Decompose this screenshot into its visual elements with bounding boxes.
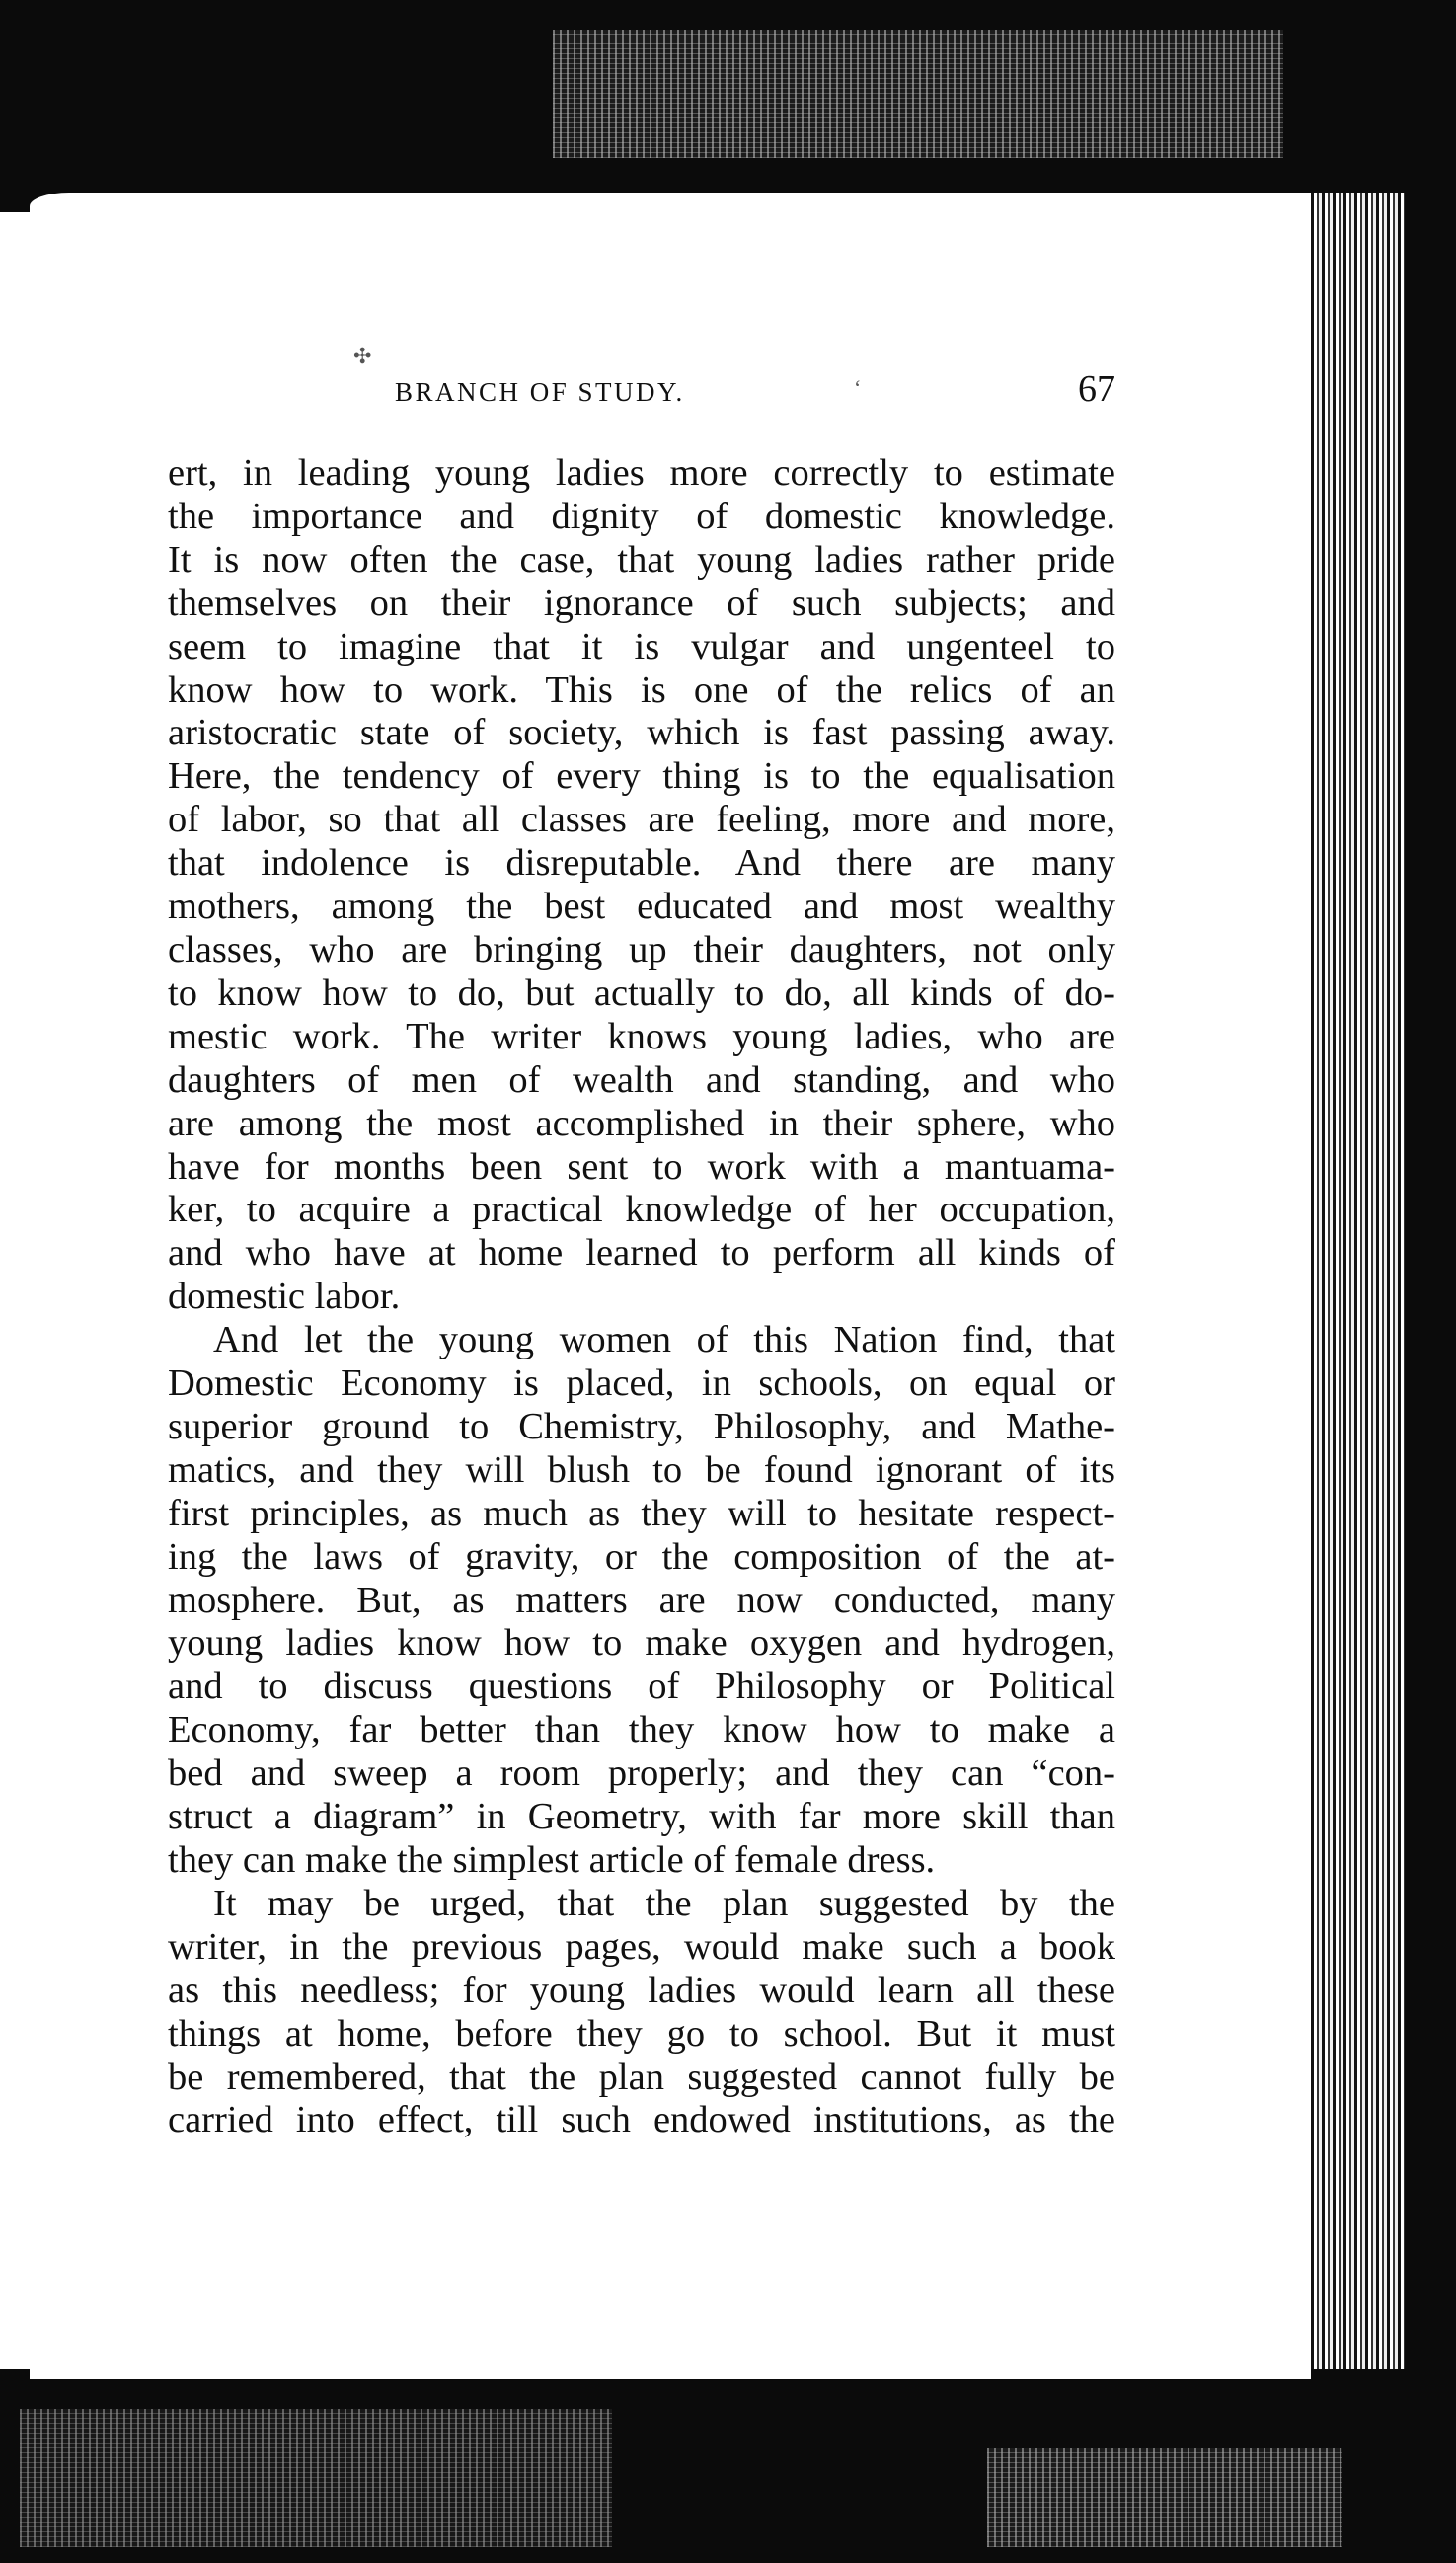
scan-noise-bottom-left xyxy=(20,2409,612,2547)
text-line: Domestic Economy is placed, in schools, on equal or xyxy=(168,1362,1115,1405)
text-line: It may be urged, that the plan suggested by the xyxy=(213,1882,1115,1924)
text-line: that indolence is disreputable. And there are many xyxy=(168,842,1115,885)
scan-noise-bottom-right xyxy=(987,2448,1342,2547)
text-line: and to discuss questions of Philosophy or Political xyxy=(168,1666,1115,1708)
text-line: have for months been sent to work with a mantuama- xyxy=(168,1145,1115,1188)
text-line: the importance and dignity of domestic knowledge. xyxy=(168,495,1115,537)
text-line: matics, and they will blush to be found ignorant of its xyxy=(168,1448,1115,1491)
text-line: carried into effect, till such endowed institutions, as the xyxy=(168,2099,1115,2141)
text-line: classes, who are bringing up their daughters, not only xyxy=(168,928,1115,971)
ink-speck: ‘ xyxy=(854,375,862,400)
page-number: 67 xyxy=(1078,368,1115,410)
paragraph xyxy=(168,452,1115,1319)
text-line: they can make the simplest article of female dress. xyxy=(168,1839,936,1881)
text-line: seem to imagine that it is vulgar and ungenteel to xyxy=(168,625,1115,667)
page-header xyxy=(395,367,1115,417)
scan-border-right xyxy=(1405,138,1456,2409)
text-line: be remembered, that the plan suggested cannot fully be xyxy=(168,2056,1115,2098)
text-line: first principles, as much as they will to hesitate respect- xyxy=(168,1492,1115,1534)
paragraph xyxy=(168,1883,1115,2142)
text-line: mosphere. But, as matters are now conducted, many xyxy=(168,1579,1115,1621)
text-line: Here, the tendency of every thing is to the equalisation xyxy=(168,755,1115,798)
text-line: mestic work. The writer knows young ladies, who are xyxy=(168,1015,1115,1057)
text-line: daughters of men of wealth and standing, and who xyxy=(168,1058,1115,1101)
running-head: BRANCH OF STUDY. xyxy=(395,377,685,407)
text-line: writer, in the previous pages, would make such a book xyxy=(168,1925,1115,1968)
text-line: ert, in leading young ladies more correctly to estimate xyxy=(168,452,1115,494)
text-line: And let the young women of this Nation find, that xyxy=(213,1319,1115,1361)
text-line: bed and sweep a room properly; and they can “con- xyxy=(168,1752,1115,1795)
text-line: domestic labor. xyxy=(168,1276,401,1318)
text-line: themselves on their ignorance of such subjects; and xyxy=(168,582,1115,624)
text-line: as this needless; for young ladies would learn all these xyxy=(168,1969,1115,2011)
text-line: are among the most accomplished in their sphere, who xyxy=(168,1102,1115,1144)
text-line: ing the laws of gravity, or the composition of the at- xyxy=(168,1535,1115,1578)
text-line: ker, to acquire a practical knowledge of her occupation, xyxy=(168,1189,1115,1231)
text-line: Economy, far better than they know how to make a xyxy=(168,1709,1115,1751)
text-line: superior ground to Chemistry, Philosophy, and Mathe- xyxy=(168,1405,1115,1447)
text-line: to know how to do, but actually to do, all kinds of do- xyxy=(168,971,1115,1014)
text-line: things at home, before they go to school. But it must xyxy=(168,2012,1115,2055)
text-line: mothers, among the best educated and most wealthy xyxy=(168,886,1115,928)
text-line: aristocratic state of society, which is fast passing away. xyxy=(168,712,1115,754)
text-line: It is now often the case, that young ladies rather pride xyxy=(168,538,1115,581)
ink-speck: ✣ xyxy=(353,344,372,368)
scan-noise-top xyxy=(553,30,1283,158)
text-line: know how to work. This is one of the relics of an xyxy=(168,668,1115,711)
text-line: and who have at home learned to perform all kinds of xyxy=(168,1232,1115,1275)
text-line: young ladies know how to make oxygen and hydrogen, xyxy=(168,1622,1115,1665)
book-page-edges xyxy=(1311,193,1405,2389)
paragraph xyxy=(168,1319,1115,1883)
text-line: of labor, so that all classes are feeling, more and more, xyxy=(168,799,1115,841)
text-line: struct a diagram” in Geometry, with far more skill than xyxy=(168,1796,1115,1838)
body-text xyxy=(168,452,1115,2142)
